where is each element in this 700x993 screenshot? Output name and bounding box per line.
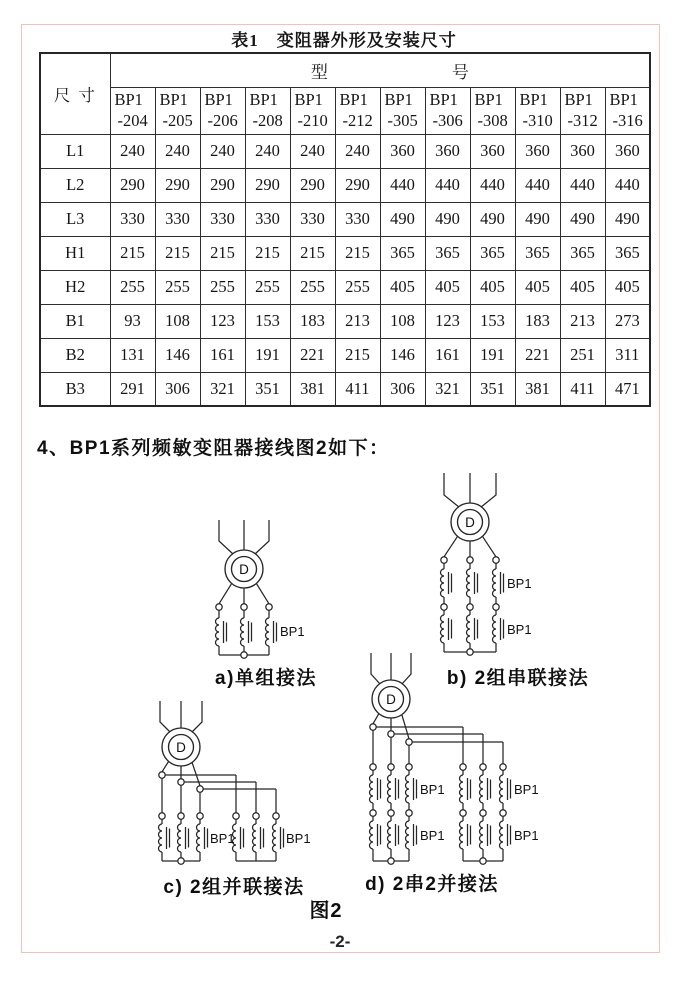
dimension-value-cell: 215: [335, 338, 380, 372]
dimension-value-cell: 290: [110, 168, 155, 202]
dimension-value-cell: 381: [515, 372, 560, 406]
terminal-node: [467, 604, 473, 610]
dimension-value-cell: 161: [425, 338, 470, 372]
terminal-node: [178, 779, 184, 785]
model-series: BP1: [609, 90, 638, 110]
motor-letter: D: [176, 739, 186, 755]
coil-label-bp1: BP1: [286, 831, 311, 846]
star-point-node: [467, 649, 473, 655]
model-suffix: -206: [207, 110, 238, 130]
dimension-value-cell: 405: [470, 270, 515, 304]
dimension-value-cell: 330: [290, 202, 335, 236]
model-suffix: -305: [387, 110, 418, 130]
dimension-value-cell: 411: [560, 372, 605, 406]
terminal-node: [500, 810, 506, 816]
coil-symbol: [370, 775, 381, 803]
table-title: 表1 变阻器外形及安装尺寸: [231, 31, 457, 50]
coil-symbol: [460, 775, 471, 803]
coil-symbol: [493, 569, 504, 597]
dimension-value-cell: 215: [200, 236, 245, 270]
coil-symbol: [460, 821, 471, 849]
dimension-value-cell: 291: [110, 372, 155, 406]
diagram-d-series-parallel: [365, 653, 539, 895]
model-series: BP1: [429, 90, 458, 110]
model-suffix: -205: [162, 110, 193, 130]
dimension-value-cell: 490: [560, 202, 605, 236]
coil-label-bp1: BP1: [210, 831, 235, 846]
row-label: L3: [40, 202, 110, 236]
diagram-a-single-group: [215, 520, 317, 689]
dimension-value-cell: 131: [110, 338, 155, 372]
terminal-node: [266, 604, 272, 610]
diagram-b-caption: b) 2组串联接法: [446, 668, 590, 689]
coil-symbol: [480, 821, 491, 849]
model-series: BP1: [114, 90, 143, 110]
dimension-value-cell: 290: [200, 168, 245, 202]
coil-label-bp1: BP1: [514, 782, 539, 797]
model-suffix: -312: [567, 110, 598, 130]
dimension-value-cell: 405: [560, 270, 605, 304]
dimension-value-cell: 360: [380, 134, 425, 168]
terminal-node: [197, 786, 203, 792]
row-label: B3: [40, 372, 110, 406]
dimension-value-cell: 306: [380, 372, 425, 406]
motor-symbol: [372, 680, 410, 718]
terminal-node: [460, 810, 466, 816]
dimension-value-cell: 146: [380, 338, 425, 372]
dimension-value-cell: 255: [200, 270, 245, 304]
coil-symbol: [441, 615, 452, 643]
dimension-value-cell: 240: [200, 134, 245, 168]
row-label: H1: [40, 236, 110, 270]
terminal-node: [441, 604, 447, 610]
dimension-value-cell: 330: [245, 202, 290, 236]
group-header-left: 型: [310, 62, 328, 82]
model-series: BP1: [294, 90, 323, 110]
dimension-value-cell: 351: [245, 372, 290, 406]
dimension-value-cell: 255: [290, 270, 335, 304]
dimension-value-cell: 360: [425, 134, 470, 168]
dimension-value-cell: 440: [560, 168, 605, 202]
dimension-value-cell: 330: [335, 202, 380, 236]
dimension-value-cell: 251: [560, 338, 605, 372]
dimension-value-cell: 490: [605, 202, 650, 236]
terminal-node: [493, 604, 499, 610]
row-label: L2: [40, 168, 110, 202]
terminal-node: [460, 764, 466, 770]
dimension-value-cell: 405: [605, 270, 650, 304]
dimension-value-cell: 405: [515, 270, 560, 304]
dimension-value-cell: 123: [200, 304, 245, 338]
terminal-node: [480, 810, 486, 816]
diagram-d-caption: d) 2串2并接法: [365, 874, 499, 895]
dimension-value-cell: 213: [335, 304, 380, 338]
dimension-value-cell: 440: [425, 168, 470, 202]
terminal-node: [253, 813, 259, 819]
dimension-value-cell: 146: [155, 338, 200, 372]
dimension-value-cell: 290: [290, 168, 335, 202]
motor-symbol: [225, 550, 263, 588]
terminal-node: [159, 813, 165, 819]
coil-symbol: [500, 821, 511, 849]
terminal-node: [370, 810, 376, 816]
dimension-value-cell: 360: [515, 134, 560, 168]
model-suffix: -204: [117, 110, 148, 130]
model-series: BP1: [159, 90, 188, 110]
terminal-node: [467, 557, 473, 563]
dimension-value-cell: 330: [200, 202, 245, 236]
model-suffix: -208: [252, 110, 283, 130]
model-series: BP1: [384, 90, 413, 110]
dimension-value-cell: 440: [470, 168, 515, 202]
dimension-value-cell: 490: [425, 202, 470, 236]
dimension-value-cell: 306: [155, 372, 200, 406]
model-series: BP1: [564, 90, 593, 110]
dimension-value-cell: 108: [380, 304, 425, 338]
dimension-value-cell: 191: [470, 338, 515, 372]
terminal-node: [406, 739, 412, 745]
model-series: BP1: [474, 90, 503, 110]
dimension-value-cell: 215: [335, 236, 380, 270]
coil-symbol: [467, 569, 478, 597]
coil-symbol: [159, 824, 170, 852]
terminal-node: [197, 813, 203, 819]
terminal-node: [273, 813, 279, 819]
dimension-value-cell: 215: [110, 236, 155, 270]
dimension-value-cell: 365: [515, 236, 560, 270]
dimension-value-cell: 255: [110, 270, 155, 304]
coil-label-bp1: BP1: [280, 624, 305, 639]
dimension-value-cell: 215: [245, 236, 290, 270]
coil-label-bp1: BP1: [420, 782, 445, 797]
dimension-value-cell: 153: [470, 304, 515, 338]
terminal-node: [370, 764, 376, 770]
motor-symbol: [162, 728, 200, 766]
dimension-value-cell: 93: [110, 304, 155, 338]
corner-header-cell: 尺 寸: [40, 53, 110, 134]
model-suffix: -306: [432, 110, 463, 130]
terminal-node: [406, 810, 412, 816]
terminal-node: [388, 764, 394, 770]
model-suffix: -308: [477, 110, 508, 130]
dimension-value-cell: 490: [470, 202, 515, 236]
dimension-value-cell: 221: [515, 338, 560, 372]
dimension-value-cell: 360: [605, 134, 650, 168]
dimension-value-cell: 123: [425, 304, 470, 338]
coil-symbol: [273, 824, 284, 852]
coil-symbol: [241, 618, 252, 646]
dimension-value-cell: 365: [560, 236, 605, 270]
dimension-value-cell: 215: [155, 236, 200, 270]
terminal-node: [388, 731, 394, 737]
dimension-value-cell: 290: [155, 168, 200, 202]
star-point-node: [388, 858, 394, 864]
dimension-value-cell: 440: [380, 168, 425, 202]
page-number: -2-: [329, 932, 351, 951]
model-suffix: -210: [297, 110, 328, 130]
dimension-value-cell: 183: [290, 304, 335, 338]
dimension-value-cell: 191: [245, 338, 290, 372]
dimension-value-cell: 411: [335, 372, 380, 406]
row-label: H2: [40, 270, 110, 304]
terminal-node: [493, 557, 499, 563]
diagram-b-two-series: [441, 473, 590, 689]
row-label: L1: [40, 134, 110, 168]
model-series: BP1: [339, 90, 368, 110]
coil-symbol: [406, 821, 417, 849]
coil-symbol: [253, 824, 264, 852]
motor-symbol: [451, 503, 489, 541]
row-label: B2: [40, 338, 110, 372]
coil-symbol: [370, 821, 381, 849]
terminal-node: [441, 557, 447, 563]
dimension-value-cell: 405: [425, 270, 470, 304]
dimension-value-cell: 213: [560, 304, 605, 338]
coil-symbol: [493, 615, 504, 643]
coil-symbol: [266, 618, 277, 646]
star-point-node: [480, 858, 486, 864]
dimension-value-cell: 240: [290, 134, 335, 168]
dimension-value-cell: 321: [200, 372, 245, 406]
coil-label-bp1: BP1: [420, 828, 445, 843]
star-point-node: [178, 858, 184, 864]
coil-label-bp1: BP1: [507, 622, 532, 637]
motor-letter: D: [465, 514, 475, 530]
dimension-value-cell: 273: [605, 304, 650, 338]
dimension-value-cell: 153: [245, 304, 290, 338]
dimension-value-cell: 405: [380, 270, 425, 304]
dimension-value-cell: 221: [290, 338, 335, 372]
dimension-value-cell: 240: [335, 134, 380, 168]
terminal-node: [241, 604, 247, 610]
figure-label: 图2: [309, 900, 343, 922]
dimension-value-cell: 365: [380, 236, 425, 270]
terminal-node: [159, 772, 165, 778]
coil-symbol: [197, 824, 208, 852]
dimension-value-cell: 381: [290, 372, 335, 406]
motor-letter: D: [239, 561, 249, 577]
dimension-value-cell: 183: [515, 304, 560, 338]
terminal-node: [388, 810, 394, 816]
dimension-value-cell: 240: [155, 134, 200, 168]
dimension-value-cell: 255: [335, 270, 380, 304]
group-header-right: 号: [451, 62, 469, 82]
dimension-value-cell: 255: [245, 270, 290, 304]
dimension-value-cell: 330: [110, 202, 155, 236]
dimension-value-cell: 440: [515, 168, 560, 202]
model-suffix: -310: [522, 110, 553, 130]
dimension-value-cell: 365: [425, 236, 470, 270]
terminal-node: [500, 764, 506, 770]
dimension-value-cell: 490: [515, 202, 560, 236]
dimension-value-cell: 240: [110, 134, 155, 168]
dimension-value-cell: 108: [155, 304, 200, 338]
dimension-value-cell: 365: [470, 236, 515, 270]
model-suffix: -212: [342, 110, 373, 130]
diagram-a-caption: a)单组接法: [215, 668, 317, 689]
model-suffix: -316: [612, 110, 643, 130]
diagram-c-two-parallel: [159, 701, 311, 898]
coil-symbol: [388, 821, 399, 849]
coil-symbol: [406, 775, 417, 803]
motor-letter: D: [386, 691, 396, 707]
terminal-node: [370, 724, 376, 730]
star-point-node: [241, 652, 247, 658]
dimension-value-cell: 490: [380, 202, 425, 236]
coil-symbol: [178, 824, 189, 852]
dimension-value-cell: 360: [470, 134, 515, 168]
dimension-value-cell: 255: [155, 270, 200, 304]
dimension-value-cell: 360: [560, 134, 605, 168]
terminal-node: [216, 604, 222, 610]
coil-symbol: [480, 775, 491, 803]
terminal-node: [406, 764, 412, 770]
section-heading: 4、BP1系列频敏变阻器接线图2如下：: [37, 438, 390, 459]
model-series: BP1: [249, 90, 278, 110]
dimension-value-cell: 471: [605, 372, 650, 406]
coil-symbol: [441, 569, 452, 597]
dimension-value-cell: 290: [335, 168, 380, 202]
dimension-value-cell: 440: [605, 168, 650, 202]
terminal-node: [480, 764, 486, 770]
terminal-node: [233, 813, 239, 819]
dimension-value-cell: 351: [470, 372, 515, 406]
dimension-value-cell: 240: [245, 134, 290, 168]
coil-label-bp1: BP1: [507, 576, 532, 591]
dimension-value-cell: 330: [155, 202, 200, 236]
model-series: BP1: [204, 90, 233, 110]
coil-symbol: [216, 618, 227, 646]
diagram-c-caption: c) 2组并联接法: [163, 877, 305, 898]
coil-label-bp1: BP1: [514, 828, 539, 843]
dimension-value-cell: 365: [605, 236, 650, 270]
dimension-value-cell: 215: [290, 236, 335, 270]
dimension-value-cell: 321: [425, 372, 470, 406]
dimension-value-cell: 290: [245, 168, 290, 202]
row-label: B1: [40, 304, 110, 338]
coil-symbol: [500, 775, 511, 803]
coil-symbol: [388, 775, 399, 803]
model-series: BP1: [519, 90, 548, 110]
dimension-value-cell: 311: [605, 338, 650, 372]
dimension-value-cell: 161: [200, 338, 245, 372]
terminal-node: [178, 813, 184, 819]
coil-symbol: [467, 615, 478, 643]
